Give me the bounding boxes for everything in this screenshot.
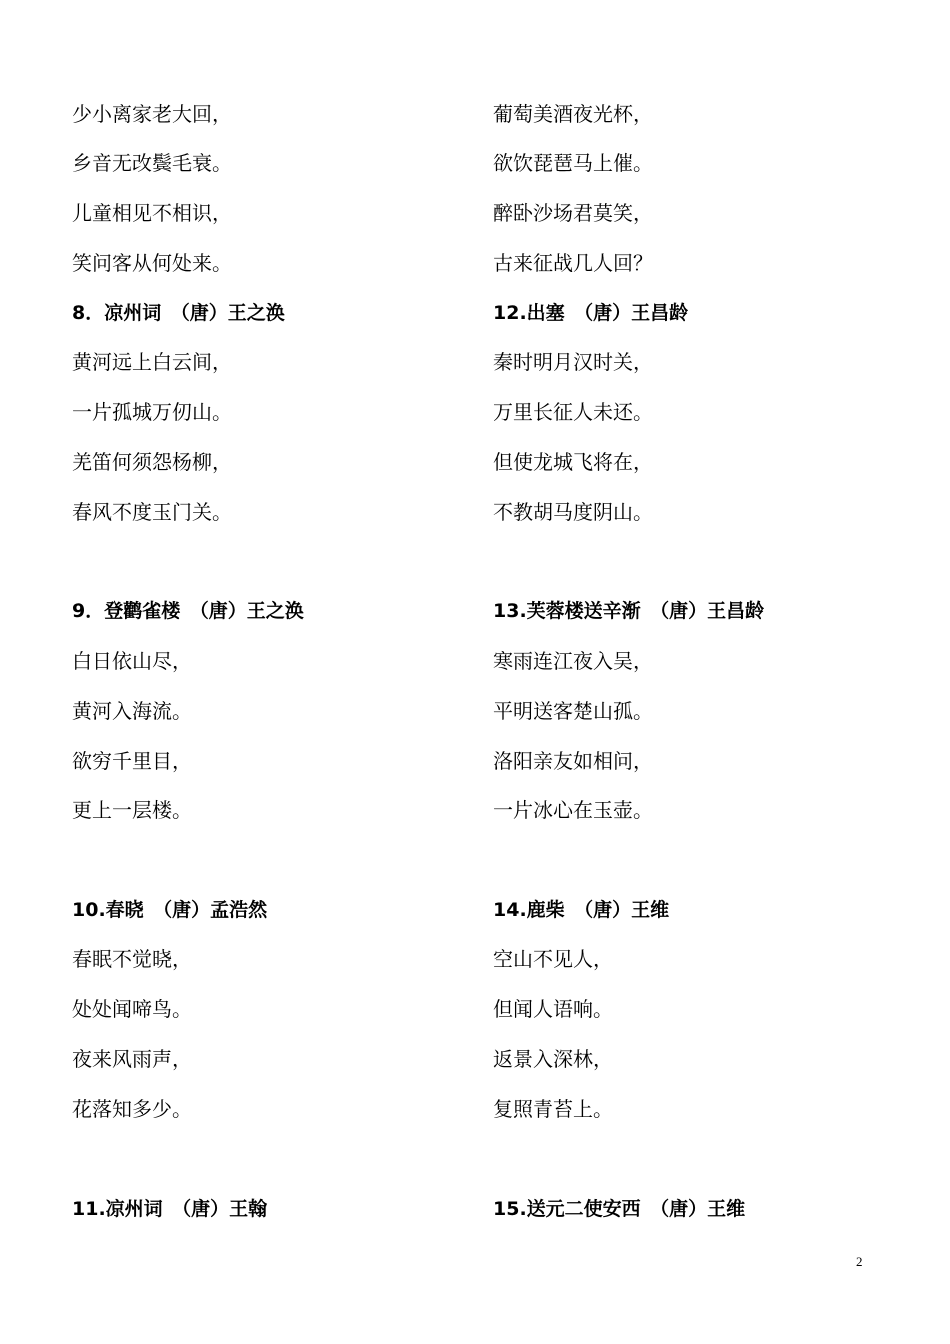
- poem-line: 处处闻啼鸟。: [72, 997, 192, 1021]
- poem-line: 春风不度玉门关。: [72, 500, 232, 524]
- poem-line: 欲穷千里目，: [72, 749, 192, 773]
- poem-line: 少小离家老大回，: [72, 102, 232, 126]
- poem-line: 乡音无改鬓毛衰。: [72, 151, 232, 175]
- poem-line: 洛阳亲友如相问，: [493, 749, 653, 773]
- poem-line: 儿童相见不相识，: [72, 201, 232, 225]
- poem-line: 空山不见人，: [493, 947, 613, 971]
- poem-line: 花落知多少。: [72, 1097, 192, 1121]
- poem-line: 不教胡马度阴山。: [493, 500, 653, 524]
- poem-line: 羌笛何须怨杨柳，: [72, 450, 232, 474]
- poem-line: 欲饮琵琶马上催。: [493, 151, 653, 175]
- poem-title: 12.出塞 （唐）王昌龄: [493, 302, 689, 324]
- poem-title: 8．凉州词 （唐）王之涣: [72, 302, 285, 324]
- poem-line: 醉卧沙场君莫笑，: [493, 201, 653, 225]
- poem-line: 葡萄美酒夜光杯，: [493, 102, 653, 126]
- poem-title: 10.春晓 （唐）孟浩然: [72, 899, 268, 921]
- poem-line: 古来征战几人回？: [493, 251, 653, 275]
- poem-line: 更上一层楼。: [72, 798, 192, 822]
- poem-line: 秦时明月汉时关，: [493, 350, 653, 374]
- poem-line: 黄河入海流。: [72, 699, 192, 723]
- poem-title: 13.芙蓉楼送辛渐 （唐）王昌龄: [493, 600, 765, 622]
- poem-line: 白日依山尽，: [72, 649, 192, 673]
- poem-line: 返景入深林，: [493, 1047, 613, 1071]
- poem-line: 笑问客从何处来。: [72, 251, 232, 275]
- page-number: 2: [856, 1254, 863, 1269]
- poem-title: 14.鹿柴 （唐）王维: [493, 899, 670, 921]
- poem-title: 15.送元二使安西 （唐）王维: [493, 1198, 746, 1220]
- poem-line: 黄河远上白云间，: [72, 350, 232, 374]
- poem-line: 平明送客楚山孤。: [493, 699, 653, 723]
- poem-line: 万里长征人未还。: [493, 400, 653, 424]
- poem-line: 一片孤城万仞山。: [72, 400, 232, 424]
- poem-line: 夜来风雨声，: [72, 1047, 192, 1071]
- poem-line: 一片冰心在玉壶。: [493, 798, 653, 822]
- poem-line: 寒雨连江夜入吴，: [493, 649, 653, 673]
- poem-line: 复照青苔上。: [493, 1097, 613, 1121]
- poem-line: 但闻人语响。: [493, 997, 613, 1021]
- poem-line: 春眠不觉晓，: [72, 947, 192, 971]
- poem-title: 11.凉州词 （唐）王翰: [72, 1198, 268, 1220]
- poem-title: 9．登鹳雀楼 （唐）王之涣: [72, 600, 304, 622]
- poem-line: 但使龙城飞将在，: [493, 450, 653, 474]
